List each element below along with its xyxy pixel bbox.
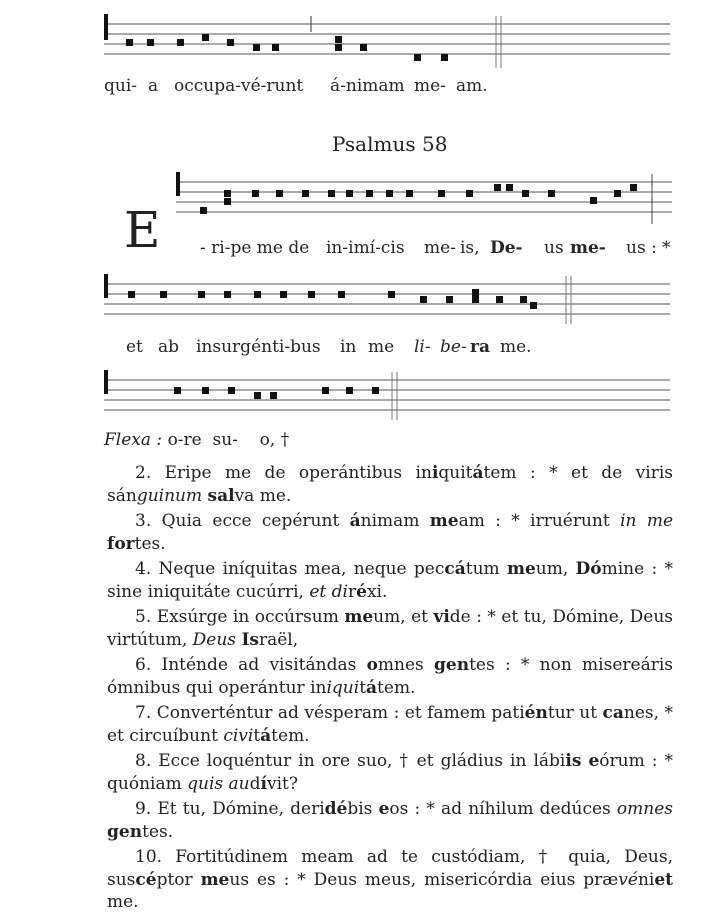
staff-lines-3 xyxy=(104,272,670,328)
flexa-line xyxy=(104,430,289,450)
verse-number: 9. xyxy=(135,799,158,819)
lyric-syllable: á-nimam xyxy=(330,76,405,96)
verse-3 xyxy=(107,510,673,555)
verse-6 xyxy=(107,654,673,699)
staff-3 xyxy=(104,272,670,328)
flexa-text: o-re su- o, † xyxy=(167,430,290,450)
lyric-syllable: qui- xyxy=(104,76,138,96)
lyric-syllable: in xyxy=(340,337,357,357)
lyric-syllable: me- xyxy=(570,238,606,258)
verse-number: 8. xyxy=(135,751,159,771)
lyric-syllable: ra xyxy=(470,337,490,357)
lyric-syllable: * xyxy=(662,238,671,258)
lyric-syllable: li- xyxy=(414,337,431,357)
lyric-syllable: De- xyxy=(490,238,523,258)
verse-9 xyxy=(107,798,673,843)
verse-text: Inténde ad visitándas omnes gentes : * non misereáris ómnibus qui operántur iniquitátem. xyxy=(107,655,674,698)
initial-letter: E xyxy=(124,201,161,259)
lyrics-top xyxy=(104,76,670,98)
verse-number: 2. xyxy=(135,463,165,483)
verse-text: Quia ecce cepérunt ánimam meam : * irruérunt in me fortes. xyxy=(107,511,673,554)
lyric-syllable: insurgénti-bus xyxy=(196,337,321,357)
staff-lines-4 xyxy=(104,368,670,424)
verse-10 xyxy=(107,846,673,914)
verse-7 xyxy=(107,702,673,747)
lyric-syllable: am. xyxy=(456,76,488,96)
verse-number: 3. xyxy=(135,511,162,531)
staff-1 xyxy=(104,10,670,70)
verse-text: Eripe me de operántibus iniquitátem : * et de viris sánguinum salva me. xyxy=(107,463,673,506)
verse-text: Neque iníquitas mea, neque peccátum meum, Dómine : * sine iniquitáte cucúrri, et diréxi. xyxy=(107,559,673,602)
verse-2 xyxy=(107,462,673,507)
lyric-syllable: me- xyxy=(414,76,446,96)
lyric-syllable: occupa-vé-runt xyxy=(174,76,304,96)
verse-text: Ecce loquéntur in ore suo, † et gládius in lábiis eórum : * quóniam quis audívit? xyxy=(107,751,674,794)
verse-text: Converténtur ad vésperam : et famem patiéntur ut canes, * et circuíbunt civitátem. xyxy=(107,703,674,746)
verse-number: 5. xyxy=(135,607,157,627)
lyrics-line-1 xyxy=(104,238,674,260)
staff-lines-1 xyxy=(104,10,670,70)
lyrics-line-2 xyxy=(104,337,670,359)
lyric-syllable: a xyxy=(148,76,159,96)
lyric-syllable: et xyxy=(126,337,143,357)
verse-8 xyxy=(107,750,673,795)
staff-lines-2 xyxy=(176,170,672,226)
lyric-syllable: me- xyxy=(424,238,456,258)
psalm-title: Psalmus 58 xyxy=(332,132,448,156)
lyric-syllable: us xyxy=(544,238,564,258)
verse-text: Exsúrge in occúrsum meum, et vide : * et tu, Dómine, Deus virtútum, Deus Israël, xyxy=(107,607,674,650)
verse-number: 10. xyxy=(135,847,176,867)
lyric-syllable: ab xyxy=(158,337,180,357)
verse-number: 7. xyxy=(135,703,157,723)
verse-5 xyxy=(107,606,673,651)
staff-4 xyxy=(104,368,670,424)
verse-number: 6. xyxy=(135,655,162,675)
lyric-syllable: me xyxy=(368,337,395,357)
lyric-syllable: in-imí-cis xyxy=(326,238,405,258)
staff-2 xyxy=(176,170,672,226)
verse-number: 4. xyxy=(135,559,159,579)
lyric-syllable: me. xyxy=(500,337,532,357)
flexa-label: Flexa : xyxy=(104,430,163,450)
lyric-syllable: - ri-pe me de xyxy=(200,238,310,258)
verse-4 xyxy=(107,558,673,603)
verse-text: Fortitúdinem meam ad te custódiam, † quia, Deus, suscéptor meus es : * Deus meus, misericórdia eius prævéniet me. xyxy=(107,847,674,912)
lyric-syllable: us : xyxy=(626,238,657,258)
verse-text: Et tu, Dómine, deridébis eos : * ad níhilum dedúces omnes gentes. xyxy=(107,799,674,842)
lyric-syllable: is, xyxy=(460,238,480,258)
lyric-syllable: be- xyxy=(440,337,467,357)
psalm-verses xyxy=(107,462,673,917)
